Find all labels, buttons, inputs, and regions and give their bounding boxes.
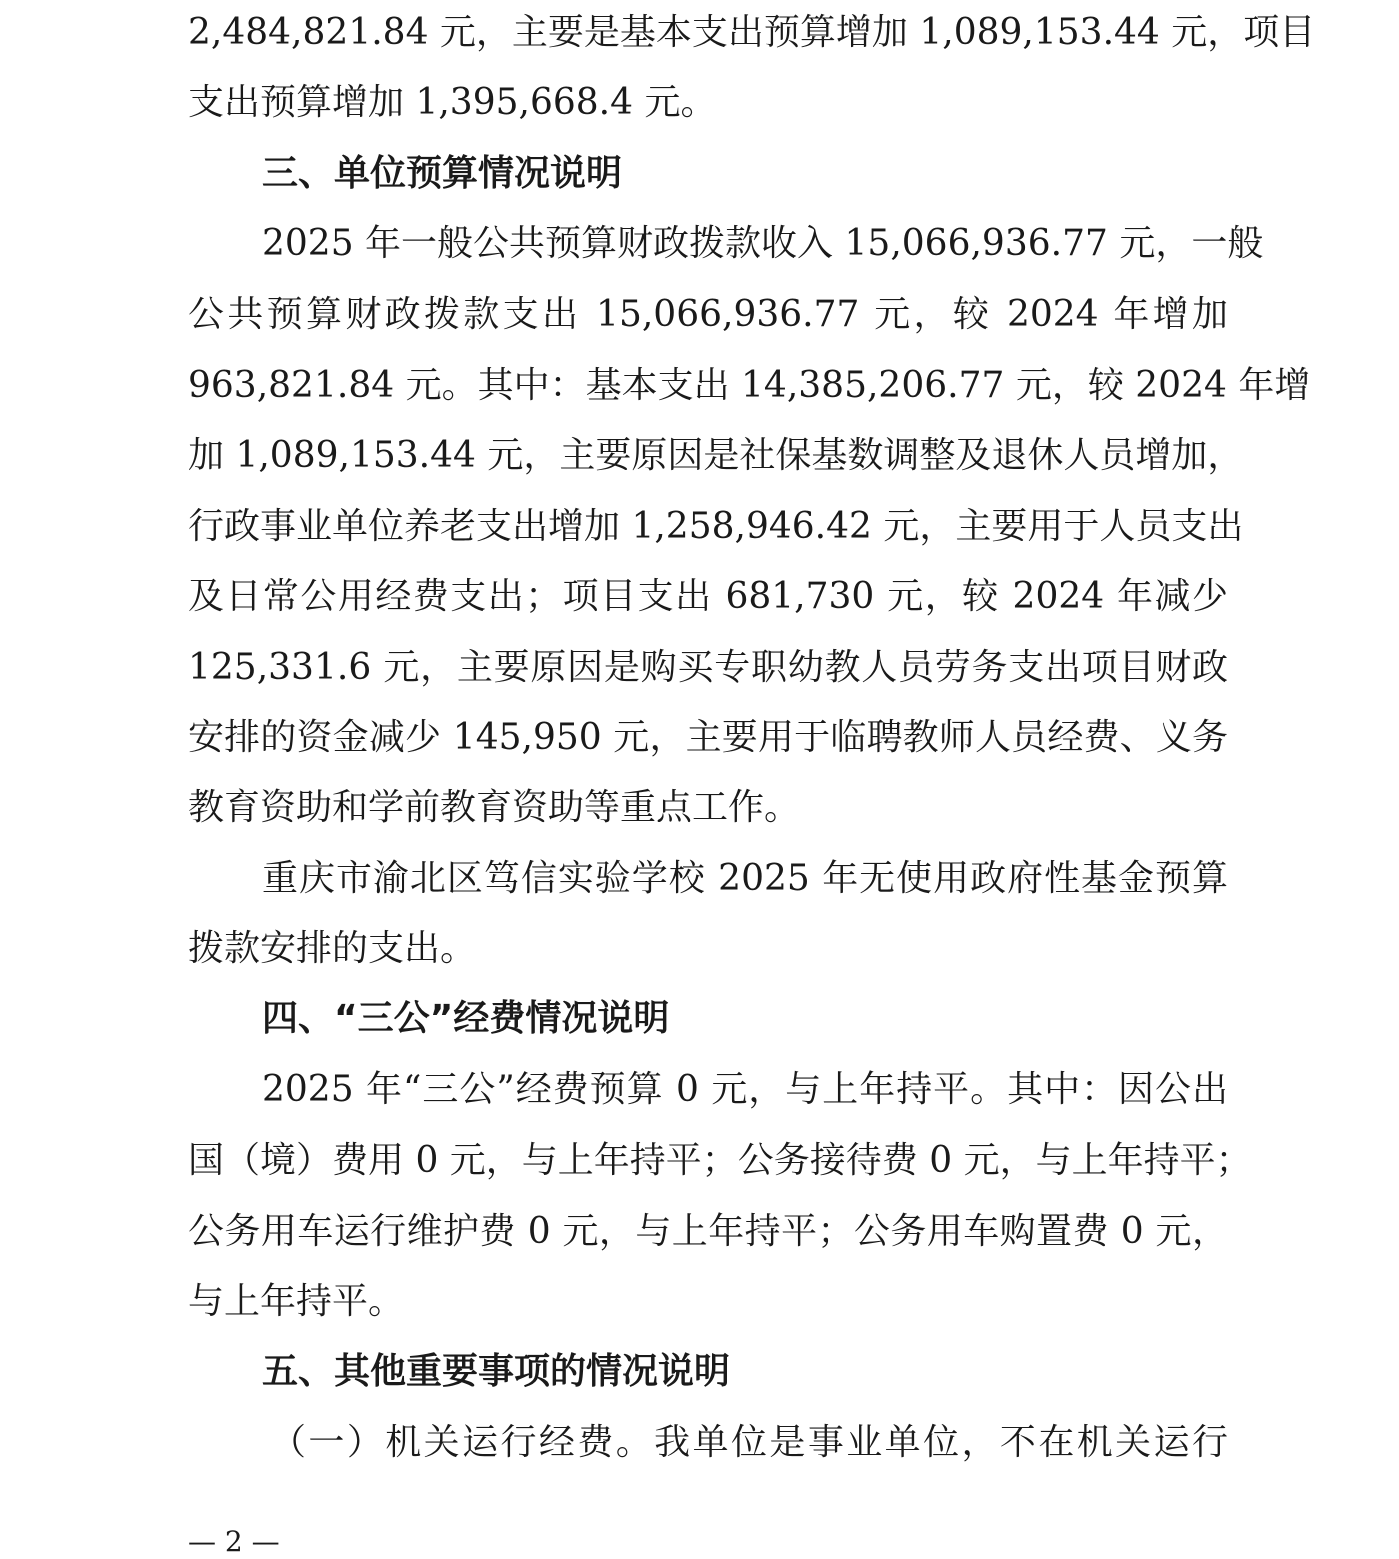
- paragraph-line: 及日常公用经费支出；项目支出 681,730 元，较 2024 年减少: [188, 576, 1228, 617]
- paragraph-line: 公务用车运行维护费 0 元，与上年持平；公务用车购置费 0 元，: [188, 1211, 1228, 1252]
- paragraph-line-continuation-1: 2,484,821.84 元，主要是基本支出预算增加 1,089,153.44 元，项目: [188, 12, 1316, 53]
- paragraph-line-continuation-2: 支出预算增加 1,395,668.4 元。: [188, 82, 717, 123]
- paragraph-line: 2025 年“三公”经费预算 0 元，与上年持平。其中：因公出: [262, 1069, 1228, 1110]
- paragraph-line: 公共预算财政拨款支出 15,066,936.77 元，较 2024 年增加: [188, 294, 1228, 335]
- paragraph-line: 教育资助和学前教育资助等重点工作。: [188, 787, 801, 828]
- section-heading-5: 五、其他重要事项的情况说明: [262, 1351, 731, 1392]
- paragraph-line: （一）机关运行经费。我单位是事业单位，不在机关运行: [270, 1422, 1228, 1463]
- paragraph-line: 与上年持平。: [188, 1281, 405, 1322]
- paragraph-line: 2025 年一般公共预算财政拨款收入 15,066,936.77 元，一般: [262, 223, 1264, 264]
- paragraph-line: 拨款安排的支出。: [188, 928, 477, 969]
- section-heading-3: 三、单位预算情况说明: [262, 153, 623, 194]
- paragraph-line: 安排的资金减少 145,950 元，主要用于临聘教师人员经费、义务: [188, 717, 1228, 758]
- paragraph-line: 重庆市渝北区笃信实验学校 2025 年无使用政府性基金预算: [262, 858, 1228, 899]
- page-number: — 2 —: [188, 1525, 280, 1558]
- paragraph-line: 加 1,089,153.44 元，主要原因是社保基数调整及退休人员增加，: [188, 435, 1244, 476]
- paragraph-line: 国（境）费用 0 元，与上年持平；公务接待费 0 元，与上年持平；: [188, 1140, 1252, 1181]
- paragraph-line: 行政事业单位养老支出增加 1,258,946.42 元，主要用于人员支出: [188, 506, 1244, 547]
- section-heading-4: 四、“三公”经费情况说明: [262, 998, 670, 1039]
- paragraph-line: 963,821.84 元。其中：基本支出 14,385,206.77 元，较 2024 年增: [188, 365, 1311, 406]
- paragraph-line: 125,331.6 元，主要原因是购买专职幼教人员劳务支出项目财政: [188, 647, 1228, 688]
